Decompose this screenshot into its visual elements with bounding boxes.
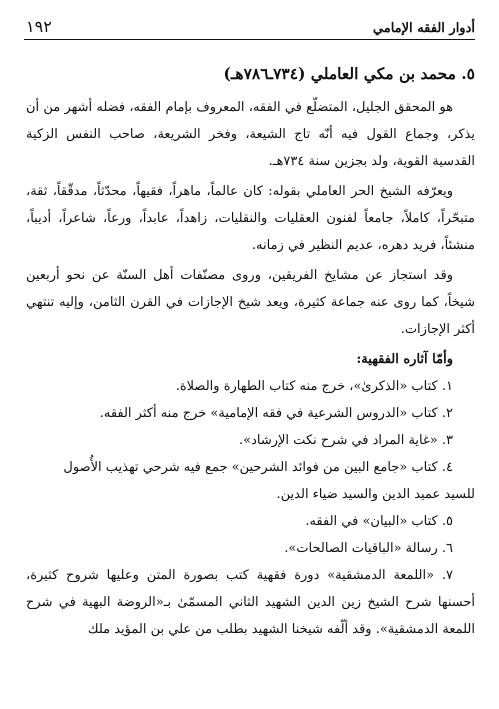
work-item-7: ٧. «اللمعة الدمشقية» دورة فقهية كتب بصورة المتن وعليها شروح كثيرة، أحسنها شرح الشيخ زين الدين الشهيد الثاني المسمّىٰ بـ«الروضة البهية في شرح اللمعة الدمشقية». وقد ألّفه شيخنا الشهيد بطلب من علي بن المؤيد ملك [26,568,475,637]
paragraph-2: ويعرّفه الشيخ الحر العاملي بقوله: كان عالماً، ماهراً، فقيهاً، محدّثاً، مدقّقاً، ثقة، متبحّراً، كاملاً، جامعاً لفنون العقليات والنقليات، زاهداً، عابداً، ورعاً، شاعراً، أديباً، منشئاً، فريد دهره، عديم النظير في زمانه. [26,184,475,253]
page-header [26,14,475,36]
work-item-3: ٣. «غاية المراد في شرح نكت الإرشاد». [239,433,453,448]
paragraph-1: هو المحقق الجليل، المتضلّع في الفقه، المعروف بإمام الفقه، فضله أشهر من أن يذكر، وجماع القول فيه أنّه تاج الشيعة، وفخر الشريعة، صاحب النفس الزكية القدسية القوية، ولد بجزين سنة ٧٣٤هـ. [26,100,475,169]
header-rule [24,39,475,40]
section-title: ٥. محمد بن مكي العاملي (٧٣٤ـ٧٨٦هـ) [223,64,475,83]
work-item-4-continuation: للسيد عميد الدين والسيد ضياء الدين. [276,487,475,502]
work-item-5: ٥. كتاب «البيان» في الفقه. [305,514,453,529]
work-item-2: ٢. كتاب «الدروس الشرعية في فقه الإمامية» خرج منه أكثر الفقه. [99,406,453,421]
running-title: أدوار الفقه الإمامي [372,21,475,36]
works-heading: وأمّا آثاره الفقهية: [356,352,453,367]
paragraph-3: وقد استجاز عن مشايخ الفريقين، وروى مصنّفات أهل السنّة عن نحو أربعين شيخاً، كما روى عنه جماعة كثيرة، ويعد شيخ الإجازات في القرن الثامن، وإليه تنتهي أكثر الإجازات. [26,268,475,337]
work-item-4: ٤. كتاب «جامع البين من فوائد الشرحين» جمع فيه شرحي تهذيب الأُصول [63,460,453,475]
work-item-1: ١. كتاب «الذكرىٰ»، خرج منه كتاب الطهارة والصلاة. [175,379,453,394]
work-item-6: ٦. رسالة «الباقيات الصالحات». [284,541,453,556]
page-number: ١٩٢ [26,17,52,36]
page-body [26,60,475,643]
